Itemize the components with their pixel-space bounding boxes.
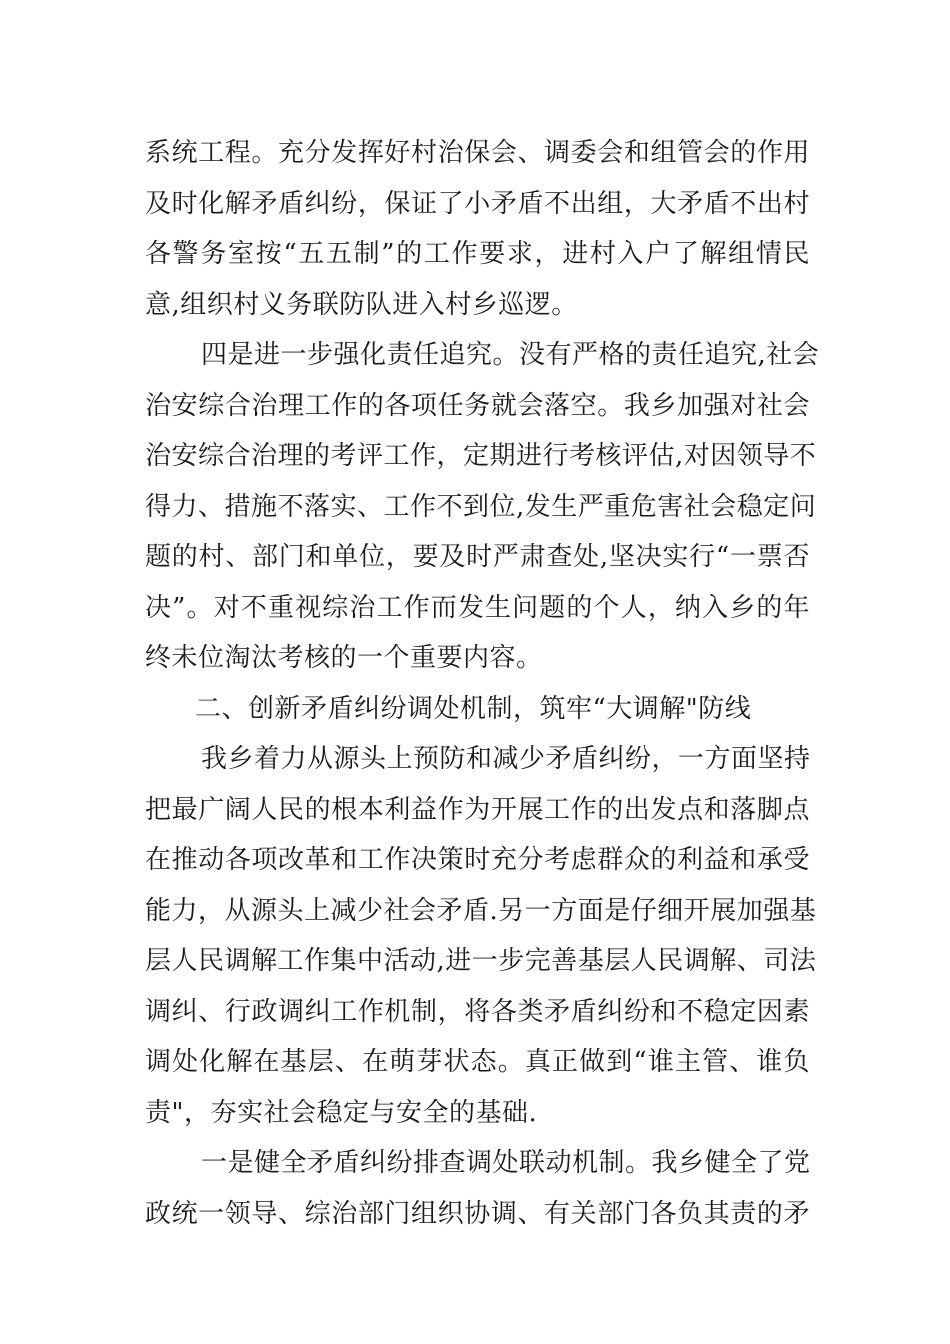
text-line: 治安综合治理的考评工作，定期进行考核评估,对因领导不: [145, 441, 817, 471]
paragraph-start-line: 我乡着力从源头上预防和减少矛盾纠纷，一方面坚持: [201, 744, 811, 774]
document-body: [145, 128, 820, 1239]
section-heading: 二、创新矛盾纠纷调处机制，筑牢“大调解"防线: [195, 693, 752, 724]
text-line: 题的村、部门和单位，要及时严肃查处,坚决实行“一票否: [145, 542, 810, 572]
text-line: 意,组织村义务联防队进入村乡巡逻。: [145, 289, 578, 320]
text-line: 得力、措施不落实、工作不到位,发生严重危害社会稳定问: [145, 491, 817, 522]
text-line: 调纠、行政调纠工作机制，将各类矛盾纠纷和不稳定因素: [145, 996, 810, 1027]
text-line: 调处化解在基层、在萌芽状态。真正做到“谁主管、谁负: [145, 1047, 810, 1077]
text-line: 责"，夯实社会稳定与安全的基础.: [145, 1097, 538, 1128]
text-line: 治安综合治理工作的各项任务就会落空。我乡加强对社会: [145, 390, 810, 421]
text-line: 决”。对不重视综治工作而发生问题的个人，纳入乡的年: [145, 592, 810, 623]
text-line: 系统工程。充分发挥好村治保会、调委会和组管会的作用: [145, 138, 810, 168]
text-line: 政统一领导、综治部门组织协调、有关部门各负其责的矛: [145, 1198, 810, 1229]
text-line: 层人民调解工作集中活动,进一步完善基层人民调解、司法: [145, 946, 817, 976]
text-line: 终未位淘汰考核的一个重要内容。: [145, 643, 543, 673]
paragraph-start-line: 四是进一步强化责任追究。没有严格的责任追究,社会: [201, 340, 820, 370]
paragraph-start-line: 一是健全矛盾纠纷排查调处联动机制。我乡健全了党: [201, 1148, 811, 1178]
text-line: 把最广阔人民的根本利益作为开展工作的出发点和落脚点: [145, 794, 810, 825]
text-line: 在推动各项改革和工作决策时充分考虑群众的利益和承受: [145, 845, 810, 875]
text-line: 及时化解矛盾纠纷，保证了小矛盾不出组，大矛盾不出村: [145, 188, 810, 219]
text-line: 能力，从源头上减少社会矛盾.另一方面是仔细开展加强基: [145, 895, 817, 926]
text-line: 各警务室按“五五制”的工作要求，进村入户了解组情民: [145, 239, 810, 269]
